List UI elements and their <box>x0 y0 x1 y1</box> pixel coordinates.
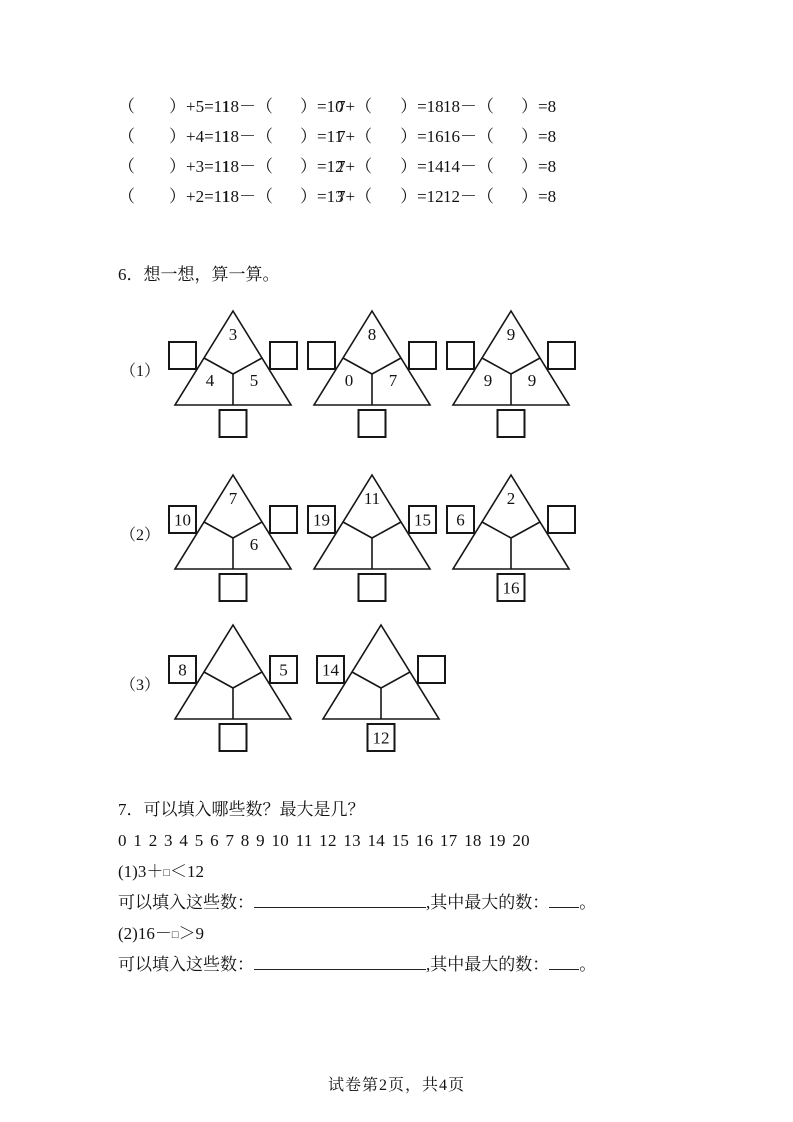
equation <box>337 182 444 212</box>
equation-text: 16－（ <box>443 127 494 146</box>
expression-text: ＞9 <box>178 924 204 943</box>
box-value-bottom: 12 <box>372 728 390 748</box>
question-7 <box>118 794 758 980</box>
equation <box>222 122 343 152</box>
equation-text: 7+（ <box>337 127 373 146</box>
answer-line <box>118 949 758 980</box>
equation-text: 7+（ <box>337 187 373 206</box>
equation-text: 18－（ <box>222 97 273 116</box>
equation-text: ）+2=11 <box>169 187 231 206</box>
inner-value-top: 3 <box>228 325 238 344</box>
triangle-dividers <box>482 522 540 569</box>
answer-box-right <box>548 506 575 533</box>
equation <box>222 92 344 122</box>
triangle-puzzle <box>306 306 438 438</box>
equation-text: ）+3=11 <box>169 157 231 176</box>
triangle-dividers <box>352 672 410 719</box>
inner-value-top: 2 <box>506 489 516 508</box>
inner-value-right: 9 <box>527 371 537 390</box>
equation-text: ）=12 <box>400 187 444 206</box>
equation <box>222 182 344 212</box>
answer-suffix: 。 <box>579 955 597 974</box>
equation-text: 14－（ <box>443 157 494 176</box>
answer-box-right <box>418 656 445 683</box>
answer-blank-long <box>254 955 426 970</box>
triangle-puzzle <box>445 470 577 602</box>
equation-text: ）=10 <box>300 97 344 116</box>
equation <box>443 92 556 122</box>
answer-box-left <box>308 342 335 369</box>
box-value-left: 6 <box>456 510 465 530</box>
box-value-left: 19 <box>313 510 330 530</box>
fill-square: □ <box>171 929 179 941</box>
equation-text: ）=8 <box>521 97 557 116</box>
answer-box-left <box>169 342 196 369</box>
equation-text: ）=14 <box>400 157 444 176</box>
answer-box-bottom <box>220 410 247 437</box>
triangle-puzzle <box>445 306 577 438</box>
equation-text: 7+（ <box>337 97 373 116</box>
equation-text: （ <box>118 127 135 146</box>
answer-box-bottom <box>220 724 247 751</box>
inequality-expression <box>118 856 758 887</box>
answer-box-bottom <box>359 410 386 437</box>
equation-text: ）=12 <box>300 157 344 176</box>
equation <box>443 182 556 212</box>
page-footer: 试卷第2页，共4页 <box>327 1077 465 1094</box>
equation <box>118 152 230 182</box>
row-label: （2） <box>120 527 161 544</box>
triangle-puzzle <box>167 620 299 752</box>
answer-box-bottom <box>220 574 247 601</box>
equation-text: （ <box>118 157 135 176</box>
equation-text: ）=13 <box>300 187 344 206</box>
answer-box-bottom <box>359 574 386 601</box>
triangle-puzzle <box>167 470 299 602</box>
triangle-units <box>167 470 577 602</box>
equation-text: （ <box>118 97 135 116</box>
inner-value-top: 8 <box>367 325 377 344</box>
fill-in-equations <box>118 92 718 212</box>
equation-text: ）=8 <box>521 187 557 206</box>
equation-row <box>118 92 718 122</box>
triangle-dividers <box>204 672 262 719</box>
answer-box-right <box>270 506 297 533</box>
triangle-row <box>118 306 718 438</box>
equation <box>118 122 230 152</box>
equation <box>222 152 344 182</box>
equation-text: 18－（ <box>222 157 273 176</box>
answer-mid: ,其中最大的数： <box>426 893 550 912</box>
inequality-expression <box>118 918 758 949</box>
equation-text: 7+（ <box>337 157 373 176</box>
fill-square: □ <box>163 867 170 879</box>
question-7-parts <box>118 856 758 980</box>
row-label: （1） <box>120 363 161 380</box>
row-label: （3） <box>120 677 161 694</box>
answer-box-right <box>409 342 436 369</box>
answer-blank-short <box>549 955 579 970</box>
equation-text: （ <box>118 187 135 206</box>
equation-text: ）=11 <box>300 127 343 146</box>
box-value-right: 15 <box>414 510 431 530</box>
equation-text: 18－（ <box>443 97 494 116</box>
inner-value-top: 7 <box>228 489 238 508</box>
equation <box>337 152 444 182</box>
equation <box>337 92 444 122</box>
equation-text: ）=18 <box>400 97 444 116</box>
answer-mid: ,其中最大的数： <box>426 955 550 974</box>
equation-row <box>118 122 718 152</box>
triangle-units <box>167 620 447 752</box>
inner-value-top: 9 <box>506 325 516 344</box>
equation-row <box>118 152 718 182</box>
equation-text: 18－（ <box>222 127 273 146</box>
answer-blank-long <box>254 893 426 908</box>
equation <box>118 92 230 122</box>
question-7-title: 7．可以填入哪些数？最大是几？ <box>118 800 365 819</box>
equation-text: ）=8 <box>521 157 557 176</box>
equation-text: ）=16 <box>400 127 444 146</box>
equation-text: ）=8 <box>521 127 557 146</box>
answer-prefix: 可以填入这些数： <box>118 893 254 912</box>
answer-box-bottom <box>498 410 525 437</box>
equation-text: ）+5=11 <box>169 97 231 116</box>
expression-text: ＜12 <box>169 862 204 881</box>
equation-text: 18－（ <box>222 187 273 206</box>
triangle-row <box>118 470 718 602</box>
box-value-bottom: 16 <box>502 578 520 598</box>
answer-blank-short <box>549 893 579 908</box>
inner-value-right: 7 <box>388 371 398 390</box>
inner-value-left: 4 <box>205 371 215 390</box>
equation-text: ）+4=11 <box>169 127 231 146</box>
box-value-left: 10 <box>174 510 191 530</box>
box-value-right: 5 <box>279 660 288 680</box>
equation <box>118 182 230 212</box>
inner-value-right: 6 <box>249 535 259 554</box>
inner-value-left: 0 <box>344 371 354 390</box>
answer-line <box>118 887 758 918</box>
triangle-row <box>118 620 718 752</box>
equation <box>337 122 444 152</box>
equation <box>443 152 556 182</box>
equation-text: 12－（ <box>443 187 494 206</box>
answer-box-right <box>270 342 297 369</box>
triangle-puzzle <box>315 620 447 752</box>
answer-box-right <box>548 342 575 369</box>
equation <box>443 122 556 152</box>
inner-value-right: 5 <box>249 371 259 390</box>
number-line: 0 1 2 3 4 5 6 7 8 9 10 11 12 13 14 15 16 17 18 19 20 <box>118 831 530 850</box>
expression-text: (1)3＋ <box>118 862 164 881</box>
triangle-puzzle <box>306 470 438 602</box>
equation-row <box>118 182 718 212</box>
triangle-dividers <box>343 522 401 569</box>
inner-value-top: 11 <box>363 489 381 508</box>
inner-value-left: 9 <box>483 371 493 390</box>
box-value-left: 8 <box>178 660 187 680</box>
answer-suffix: 。 <box>579 893 597 912</box>
triangle-puzzle <box>167 306 299 438</box>
box-value-left: 14 <box>322 660 339 680</box>
expression-text: (2)16－ <box>118 924 172 943</box>
answer-prefix: 可以填入这些数： <box>118 955 254 974</box>
triangle-units <box>167 306 577 438</box>
answer-box-left <box>447 342 474 369</box>
question-6-title: 6．想一想，算一算。 <box>118 265 280 284</box>
